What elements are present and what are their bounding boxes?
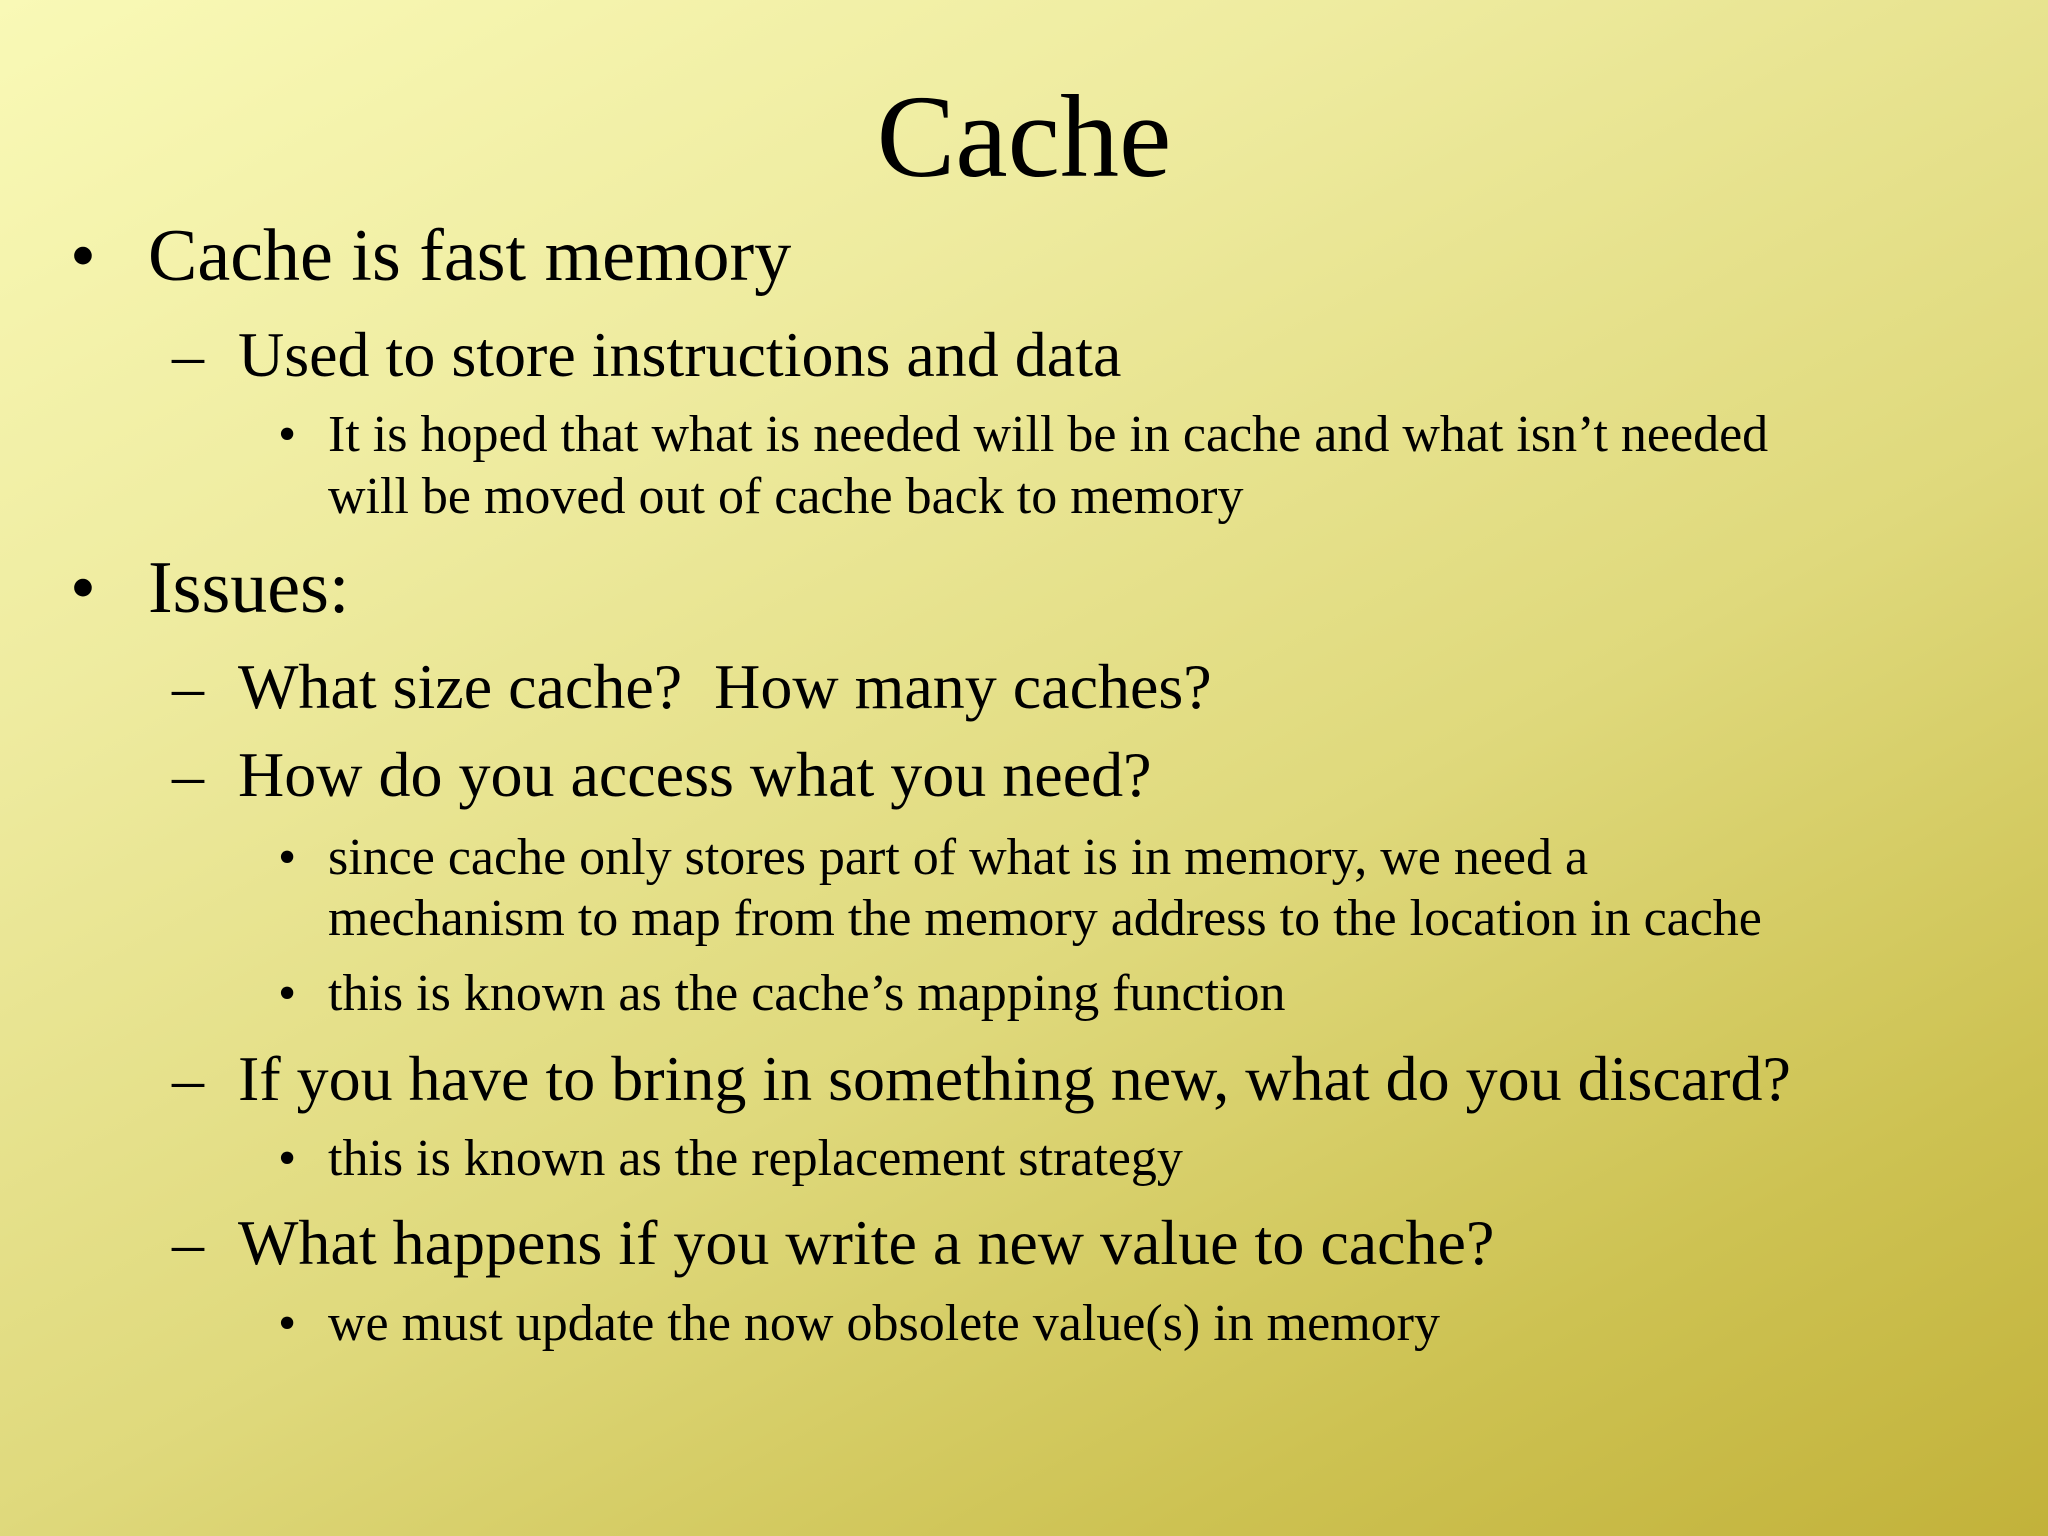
detail-replacement-strategy: this is known as the replacement strategy — [328, 1130, 1183, 1187]
sub-bullet-marker: • — [278, 829, 297, 886]
dash-marker: – — [172, 651, 204, 722]
sub-bullet-marker: • — [278, 1295, 297, 1352]
dash-marker: – — [172, 1043, 204, 1114]
slide-title: Cache — [876, 71, 1172, 202]
sub-bullet-marker: • — [278, 965, 297, 1022]
bullet-marker: • — [70, 547, 96, 629]
dash-marker: – — [172, 319, 204, 390]
dash-marker: – — [172, 739, 204, 810]
dash-marker: – — [172, 1207, 204, 1278]
detail-it-is-hoped-line1: It is hoped that what is needed will be in cache and what isn’t needed — [328, 406, 1769, 463]
bullet-cache-is-fast-memory: Cache is fast memory — [148, 215, 792, 297]
detail-mapping-function: this is known as the cache’s mapping function — [328, 965, 1286, 1022]
subitem-how-do-you-access: How do you access what you need? — [238, 739, 1152, 810]
bullet-issues: Issues: — [148, 547, 350, 629]
bullet-marker: • — [70, 215, 96, 297]
subitem-bring-in-something-new: If you have to bring in something new, what do you discard? — [238, 1043, 1791, 1114]
detail-update-obsolete-values: we must update the now obsolete value(s) in memory — [328, 1295, 1440, 1352]
detail-since-cache-line1: since cache only stores part of what is in memory, we need a — [328, 829, 1589, 886]
subitem-write-new-value: What happens if you write a new value to cache? — [238, 1207, 1495, 1278]
detail-it-is-hoped-line2: will be moved out of cache back to memory — [328, 468, 1244, 525]
sub-bullet-marker: • — [278, 406, 297, 463]
subitem-used-to-store: Used to store instructions and data — [238, 319, 1122, 390]
subitem-what-size-cache: What size cache? How many caches? — [238, 651, 1212, 722]
detail-since-cache-line2: mechanism to map from the memory address to the location in cache — [328, 890, 1762, 947]
sub-bullet-marker: • — [278, 1130, 297, 1187]
